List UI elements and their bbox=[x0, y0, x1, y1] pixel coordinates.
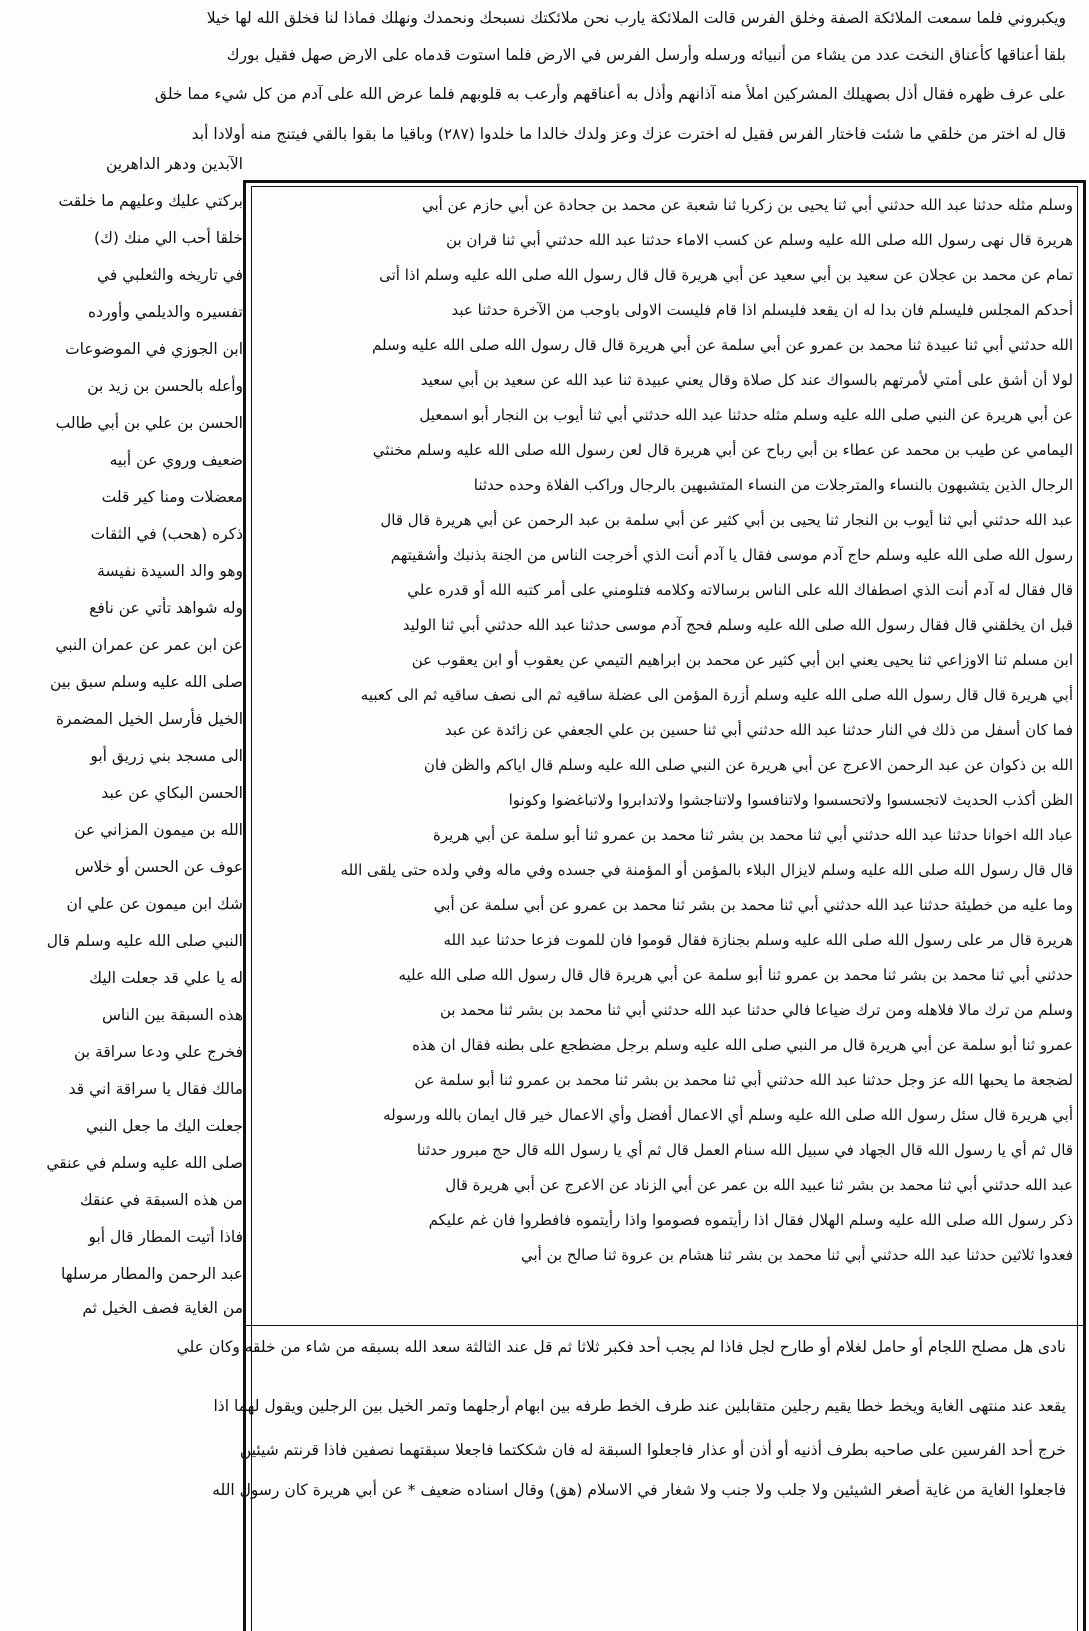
side-line: وله شواهد تأتي عن نافع bbox=[89, 599, 243, 617]
side-line: بركتي عليك وعليهم ما خلقت bbox=[58, 192, 243, 210]
side-line: وهو والد السيدة نفيسة bbox=[97, 562, 243, 580]
header-line: على عرف ظهره فقال أذل بصهيلك المشركين املأ منه آذانهم وأذل به أعناقهم وأرعب به قلوبهم فلما عرض الله على آدم من كل شيء مما خلق bbox=[154, 85, 1066, 103]
side-line: فخرج علي ودعا سراقة بن bbox=[73, 1043, 243, 1061]
main-line: رسول الله صلى الله عليه وسلم حاج آدم موسى فقال يا آدم أنت الذي أخرجت الناس من الجنة بذنبك وأشقيتهم bbox=[390, 546, 1073, 564]
side-line: صلى الله عليه وسلم في عنقي bbox=[46, 1154, 243, 1172]
main-line: وما عليه من خطيئة حدثنا عبد الله حدثني أبي ثنا محمد بن بشر ثنا محمد بن عمرو عن أبي سلمة عن أبي bbox=[433, 896, 1073, 914]
footer-line: يقعد عند منتهى الغاية ويخط خطا يقيم رجلين متقابلين عند طرف الخط طرفه بين ابهام أرجلهما وتمر الخيل بين الرجلين ويقول لهما اذا bbox=[213, 1397, 1066, 1415]
side-line: ذكره (هحب) في الثقات bbox=[90, 525, 243, 543]
main-line: حدثني أبي ثنا محمد بن بشر ثنا محمد بن عمرو ثنا أبو سلمة عن أبي هريرة قال قال رسول الله صلى الله عليه bbox=[398, 966, 1073, 984]
main-line: الظن أكذب الحديث لاتجسسوا ولاتحسسوا ولاتنافسوا ولاتناجشوا ولاتدابروا ولاتباغضوا وكونوا bbox=[508, 791, 1073, 809]
footer-line: خرج أحد الفرسين على صاحبه بطرف أذنيه أو أذن أو عذار فاجعلوا السبقة له فان شككتما فاجعلا سبقتهما نصفين فاذا قرنتم شيئين bbox=[239, 1441, 1066, 1459]
side-line: الخيل فأرسل الخيل المضمرة bbox=[55, 710, 243, 728]
main-line: ابن مسلم ثنا الاوزاعي ثنا يحيى يعني ابن أبي كثير عن محمد بن ابراهيم التيمي عن يعقوب أو ابن يعقوب عن bbox=[411, 651, 1073, 669]
main-line: وسلم مثله حدثنا عبد الله حدثني أبي ثنا يحيى بن زكريا ثنا شعبة عن محمد بن جحادة عن أبي حازم عن أبي bbox=[421, 196, 1073, 214]
footer-line: نادى هل مصلح اللجام أو حامل لغلام أو طارح لجل فاذا لم يجب أحد فكبر ثلاثا ثم قل عند الثالثة سعد الله بسبقه من شاء من خلقه وكان علي bbox=[176, 1338, 1066, 1356]
side-line: فاذا أتيت المطار قال أبو bbox=[88, 1228, 243, 1246]
main-line: قال ثم أي يا رسول الله قال الجهاد في سبيل الله سنام العمل قال ثم أي يا رسول الله قال حج مبرور حدثنا bbox=[416, 1141, 1073, 1159]
side-line: جعلت اليك ما جعل النبي bbox=[85, 1117, 243, 1135]
header-line: قال له اختر من خلقي ما شئت فاختار الفرس فقيل له اخترت عزك وعز ولدك خالدا ما خلدوا (٢٨٧) وباقيا ما بقوا بالقي فيتنج منه أولادا أبد bbox=[191, 125, 1066, 143]
main-line: هريرة قال نهى رسول الله صلى الله عليه وسلم عن كسب الاماء حدثنا عبد الله حدثني أبي ثنا قران بن bbox=[446, 231, 1073, 249]
main-line: الله بن ذكوان عن عبد الرحمن الاعرج عن أبي هريرة عن النبي صلى الله عليه وسلم قال اياكم والظن فان bbox=[423, 756, 1073, 774]
side-line: ضعيف وروي عن أبيه bbox=[109, 451, 243, 469]
frame-right-rule-inner bbox=[1077, 186, 1078, 1631]
main-line: عبد الله حدثني أبي ثنا أيوب بن النجار ثنا يحيى بن أبي كثير عن أبي سلمة بن عبد الرحمن عن أبي هريرة قال قال bbox=[380, 511, 1073, 529]
side-line: خلقا أحب الي منك (ك) bbox=[94, 229, 243, 247]
side-line: عبد الرحمن والمطار مرسلها bbox=[60, 1265, 243, 1283]
main-line: عن أبي هريرة عن النبي صلى الله عليه وسلم مثله حدثنا عبد الله حدثني أبي ثنا أيوب بن النجار أبو اسمعيل bbox=[419, 406, 1073, 424]
side-line: مالك فقال يا سراقة اني قد bbox=[68, 1080, 243, 1098]
side-line: من هذه السبقة في عنقك bbox=[79, 1191, 243, 1209]
side-line: تفسيره والديلمي وأورده bbox=[88, 303, 243, 321]
side-line: الآبدين ودهر الداهرين bbox=[106, 155, 243, 173]
main-line: عبد الله حدثني أبي ثنا محمد بن بشر ثنا عبيد الله بن عمر عن أبي الزناد عن الاعرج عن أبي هريرة قال bbox=[445, 1176, 1073, 1194]
side-line: في تاريخه والثعلبي في bbox=[97, 266, 243, 284]
main-line: أبي هريرة قال قال رسول الله صلى الله عليه وسلم أزرة المؤمن الى عضلة ساقيه ثم الى نصف ساقيه ثم الى كعبيه bbox=[360, 686, 1073, 704]
main-line: عباد الله اخوانا حدثنا عبد الله حدثني أبي ثنا محمد بن بشر ثنا محمد بن عمرو ثنا أبو سلمة عن أبي هريرة bbox=[433, 826, 1073, 844]
side-line: عن ابن عمر عن عمران النبي bbox=[55, 636, 243, 654]
side-line: ابن الجوزي في الموضوعات bbox=[65, 340, 243, 358]
main-line: الرجال الذين يتشبهون بالنساء والمترجلات من النساء المتشبهين بالرجال وراكب الفلاة وحده حدثنا bbox=[473, 476, 1073, 494]
side-line: صلى الله عليه وسلم سبق بين bbox=[50, 673, 243, 691]
side-line: وأعله بالحسن بن زيد بن bbox=[87, 377, 243, 395]
side-line: النبي صلى الله عليه وسلم قال bbox=[46, 932, 243, 950]
main-line: قبل ان يخلقني قال فقال رسول الله صلى الله عليه وسلم فحج آدم موسى حدثنا عبد الله حدثني أبي ثنا الوليد bbox=[402, 616, 1073, 634]
frame-top-rule-inner bbox=[252, 186, 1078, 187]
frame-right-rule bbox=[1083, 180, 1086, 1631]
header-line: ويكبروني فلما سمعت الملائكة الصفة وخلق الفرس قالت الملائكة يارب نحن ملائكتك نسبحك ونحمدك ونهلك فماذا لنا فخلق الله لها خيلا bbox=[206, 9, 1066, 27]
main-line: هريرة قال مر على رسول الله صلى الله عليه وسلم بجنازة فقال قوموا فان للموت فزعا حدثنا عبد الله bbox=[443, 931, 1073, 949]
side-line: الله بن ميمون المزاني عن bbox=[74, 821, 243, 839]
main-line: اليمامي عن طيب بن محمد عن عطاء بن أبي رباح عن أبي هريرة قال لعن رسول الله صلى الله عليه وسلم مخنثي bbox=[372, 441, 1073, 459]
main-line: تمام عن محمد بن عجلان عن سعيد بن أبي سعيد عن أبي هريرة قال قال رسول الله صلى الله عليه وسلم اذا أتى bbox=[379, 266, 1073, 284]
frame-mid-rule bbox=[243, 1325, 1086, 1326]
main-line: فعدوا ثلاثين حدثنا عبد الله حدثني أبي ثنا محمد بن بشر ثنا هشام بن عروة ثنا صالح بن أبي bbox=[520, 1246, 1073, 1264]
main-line: الله حدثني أبي ثنا عبيدة ثنا محمد بن عمرو عن أبي سلمة عن أبي هريرة قال قال رسول الله صلى الله عليه وسلم bbox=[372, 336, 1073, 354]
footer-line: فاجعلوا الغاية من غاية أصغر الشيئين ولا جلب ولا جنب ولا شغار في الاسلام (هق) وقال اسناده ضعيف * عن أبي هريرة كان رسول الله bbox=[212, 1481, 1066, 1499]
main-line: ذكر رسول الله صلى الله عليه وسلم الهلال فقال اذا رأيتموه فصوموا واذا رأيتموه فافطروا فان غم عليكم bbox=[428, 1211, 1073, 1229]
side-line: معضلات ومنا كير قلت bbox=[101, 488, 243, 506]
main-line: أحدكم المجلس فليسلم فان بدا له ان يقعد فليسلم اذا قام فليست الاولى باوجب من الآخرة حدثنا عبد bbox=[451, 301, 1073, 319]
main-line: قال فقال له آدم أنت الذي اصطفاك الله على الناس برسالاته وكلامه فتلومني على أمر كتبه الله أو قدره علي bbox=[407, 581, 1073, 599]
header-line: بلقا أعناقها كأعناق النخت عدد من يشاء من أنبيائه ورسله وأرسل الفرس في الارض فلما استوت قدماه على الارض صهل فقيل بورك bbox=[226, 46, 1066, 64]
main-line: أبي هريرة قال سئل رسول الله صلى الله عليه وسلم أي الاعمال أفضل وأي الاعمال خير قال ايمان بالله ورسوله bbox=[383, 1106, 1073, 1124]
side-line: هذه السبقة بين الناس bbox=[101, 1006, 243, 1024]
side-line: الحسن البكاي عن عبد bbox=[101, 784, 243, 802]
side-line: له يا علي قد جعلت اليك bbox=[89, 969, 243, 987]
main-line: وسلم من ترك مالا فلاهله ومن ترك ضياعا فالي حدثنا عبد الله حدثني أبي ثنا محمد بن بشر ثنا محمد بن bbox=[439, 1001, 1073, 1019]
main-line: قال قال رسول الله صلى الله عليه وسلم لايزال البلاء بالمؤمن أو المؤمنة في جسده وفي ماله وفي ولده حتى يلقى الله bbox=[340, 861, 1073, 879]
side-line: الى مسجد بني زريق أبو bbox=[90, 747, 243, 765]
main-line: فما كان أسفل من ذلك في النار حدثنا عبد الله حدثني أبي ثنا حسين بن علي الجعفي عن زائدة عن عبد bbox=[444, 721, 1073, 739]
main-line: لضجعة ما يحبها الله عز وجل حدثنا عبد الله حدثني أبي ثنا محمد بن بشر ثنا محمد بن عمرو ثنا أبو سلمة عن bbox=[414, 1071, 1073, 1089]
side-line: عوف عن الحسن أو خلاس bbox=[74, 858, 243, 876]
side-line: من الغاية فصف الخيل ثم bbox=[82, 1299, 243, 1317]
main-line: عمرو ثنا أبو سلمة عن أبي هريرة قال مر النبي صلى الله عليه وسلم برجل مضطجع على بطنه فقال ان هذه bbox=[412, 1036, 1073, 1054]
side-line: شك ابن ميمون عن علي ان bbox=[66, 895, 243, 913]
frame-top-rule bbox=[243, 180, 1086, 183]
main-line: لولا أن أشق على أمتي لأمرتهم بالسواك عند كل صلاة وقال يعني عبيدة ثنا عبد الله عن سعيد بن أبي سعيد bbox=[420, 371, 1073, 389]
side-line: الحسن بن علي بن أبي طالب bbox=[55, 414, 243, 432]
